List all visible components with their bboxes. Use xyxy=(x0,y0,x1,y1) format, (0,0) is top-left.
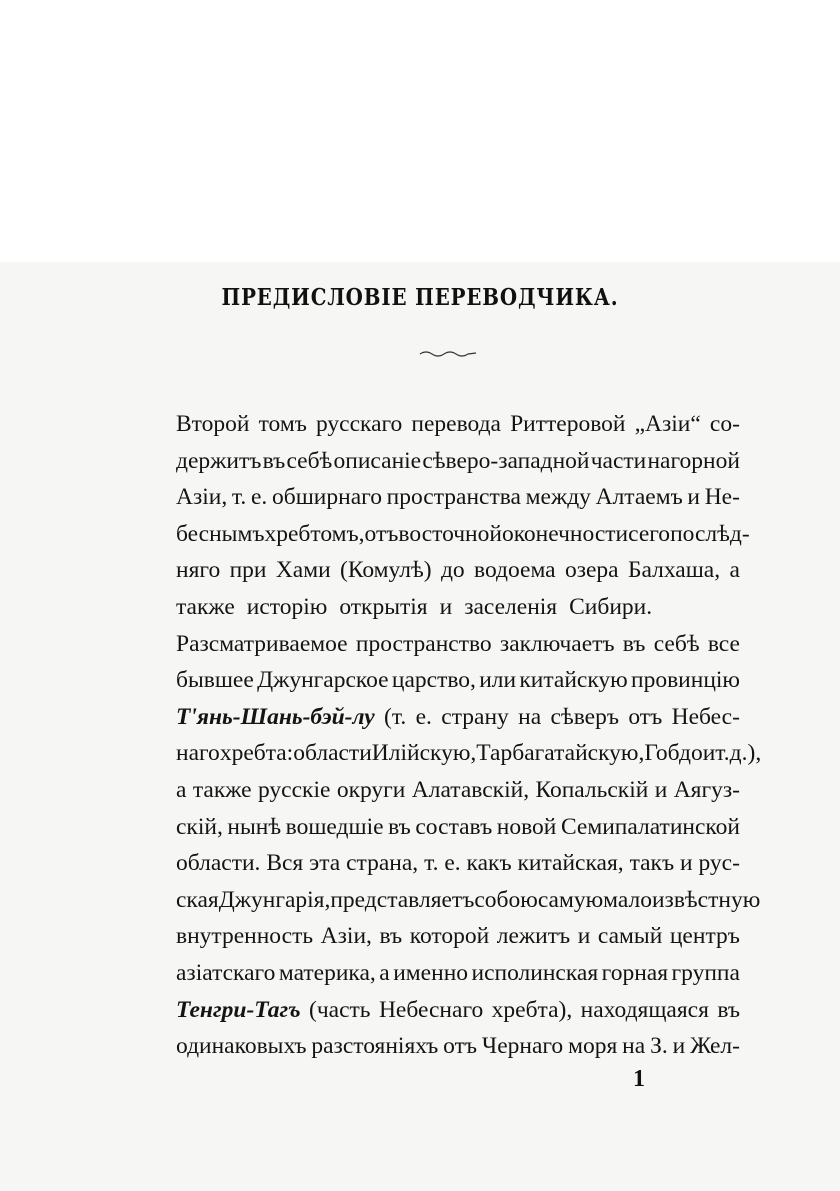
text-line: также исторію открытія и заселенія Сибири. xyxy=(176,593,653,620)
text-line: Т'янь-Шань-бэй-лу (т. е. страну на сѣверъ отъ Небес- xyxy=(176,703,740,730)
text-line: наго хребта: области Илійскую, Тарбагатайскую, Гобдо и т. д.), xyxy=(176,740,762,767)
text-line: ская Джунгарія, представляетъ собою самую малоизвѣстную xyxy=(176,886,761,913)
text-line: держитъ въ себѣ описаніе сѣверо-западной части нагорной xyxy=(176,447,740,474)
text-line: области. Вся эта страна, т. е. какъ китайская, такъ и рус- xyxy=(176,850,740,877)
text-line: Разсматриваемое пространство заключаетъ въ себѣ все xyxy=(176,630,740,657)
text-line: скій, нынѣ вошедшіе въ составъ новой Семипалатинской xyxy=(176,813,740,840)
text-line: няго при Хами (Комулѣ) до водоема озера Балхаша, а xyxy=(176,557,740,584)
text-line: бывшее Джунгарское царство, или китайскую провинцію xyxy=(176,667,740,694)
text-line: внутренность Азіи, въ которой лежитъ и самый центръ xyxy=(176,923,740,950)
text-line: азіатскаго материка, а именно исполинская горная группа xyxy=(176,959,740,986)
page-number: 1 xyxy=(633,1066,645,1092)
text-line: Второй томъ русскаго перевода Риттеровой „Азіи“ со- xyxy=(176,411,740,437)
text-line: одинаковыхъ разстояніяхъ отъ Чернаго моря на З. и Жел- xyxy=(176,1033,740,1060)
text-line: Тенгри-Тагъ (часть Небеснаго хребта), находящаяся въ xyxy=(176,996,740,1023)
ornament-divider xyxy=(418,349,478,359)
page-title: ПРЕДИСЛОВІЕ ПЕРЕВОДЧИКА. xyxy=(221,284,619,311)
text-line: а также русскіе округи Алатавскій, Копальскій и Аягуз- xyxy=(176,776,740,803)
text-line: беснымъ хребтомъ, отъ восточной оконечности сего послѣд- xyxy=(176,520,750,547)
body-text xyxy=(176,406,762,1065)
text-line: Азіи, т. е. обширнаго пространства между Алтаемъ и Не- xyxy=(176,484,740,511)
